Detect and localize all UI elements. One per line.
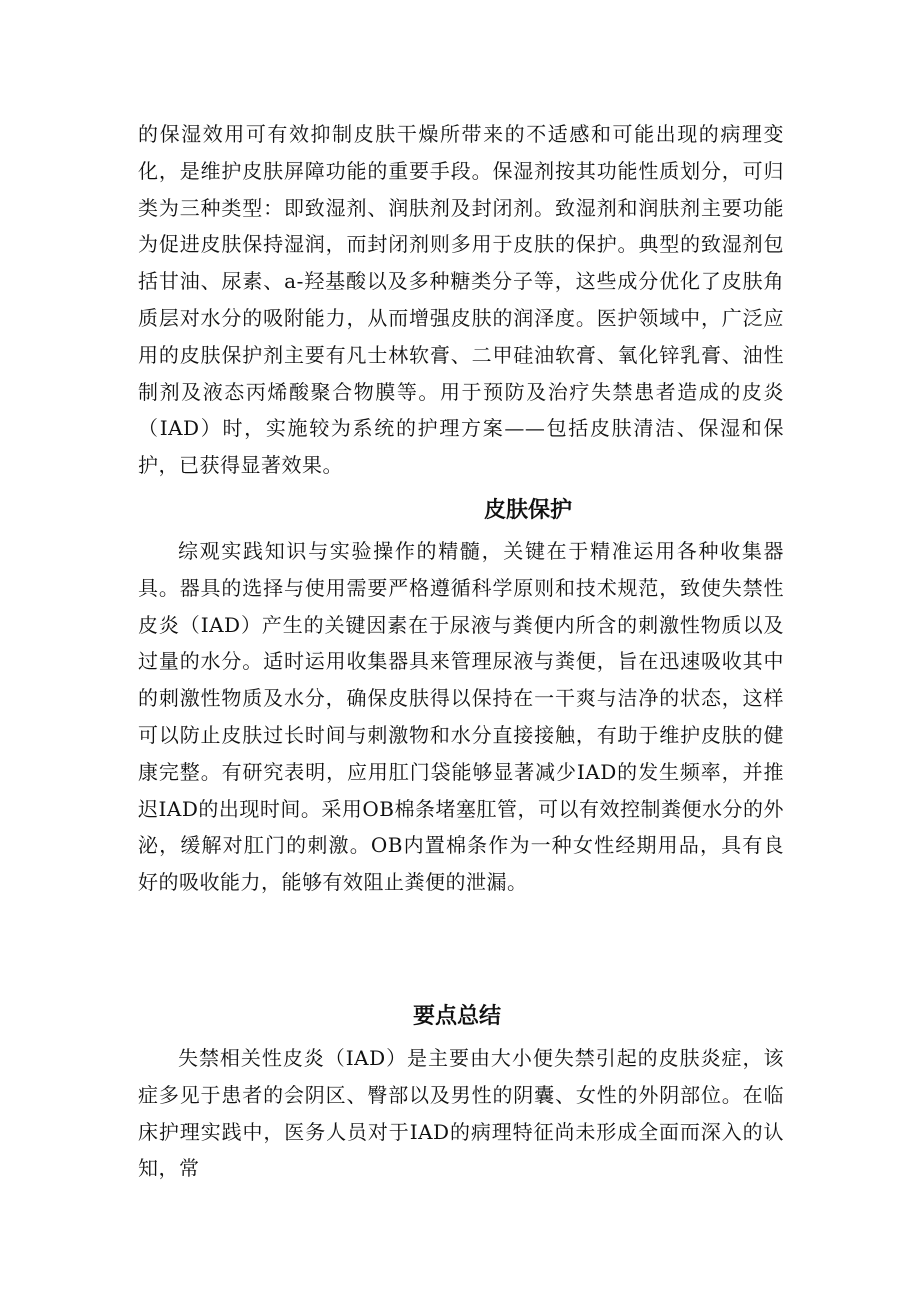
intro-paragraph: 的保湿效用可有效抑制皮肤干燥所带来的不适感和可能出现的病理变化，是维护皮肤屏障功能的重要手段。保湿剂按其功能性质划分，可归类为三种类型：即致湿剂、润肤剂及封闭剂。致湿剂和润肤剂主要功能为促进皮肤保持湿润，而封闭剂则多用于皮肤的保护。典型的致湿剂包括甘油、尿素、a-羟基酸以及多种糖类分子等，这些成分优化了皮肤角质层对水分的吸附能力，从而增强皮肤的润泽度。医护领域中，广泛应用的皮肤保护剂主要有凡士林软膏、二甲硅油软膏、氧化锌乳膏、油性制剂及液态丙烯酸聚合物膜等。用于预防及治疗失禁患者造成的皮炎（IAD）时，实施较为系统的护理方案——包括皮肤清洁、保湿和保护，已获得显著效果。 bbox=[138, 122, 784, 478]
section-title-skin-protection: 皮肤保护 bbox=[484, 498, 573, 523]
summary-paragraph: 失禁相关性皮炎（IAD）是主要由大小便失禁引起的皮肤炎症，该症多见于患者的会阴区、臀部以及男性的阴囊、女性的外阴部位。在临床护理实践中，医务人员对于IAD的病理特征尚未形成全面而深入的认知，常 bbox=[138, 1046, 784, 1181]
skin-protection-paragraph: 综观实践知识与实验操作的精髓，关键在于精准运用各种收集器具。器具的选择与使用需要严格遵循科学原则和技术规范，致使失禁性皮炎（IAD）产生的关键因素在于尿液与粪便内所含的刺激性物质以及过量的水分。适时运用收集器具来管理尿液与粪便，旨在迅速吸收其中的刺激性物质及水分，确保皮肤得以保持在一干爽与洁净的状态，这样可以防止皮肤过长时间与刺激物和水分直接接触，有助于维护皮肤的健康完整。有研究表明，应用肛门袋能够显著减少IAD的发生频率，并推迟IAD的出现时间。采用OB棉条堵塞肛管，可以有效控制粪便水分的外泌，缓解对肛门的刺激。OB内置棉条作为一种女性经期用品，具有良好的吸收能力，能够有效阻止粪便的泄漏。 bbox=[138, 539, 784, 895]
section-title-summary: 要点总结 bbox=[413, 1004, 502, 1029]
